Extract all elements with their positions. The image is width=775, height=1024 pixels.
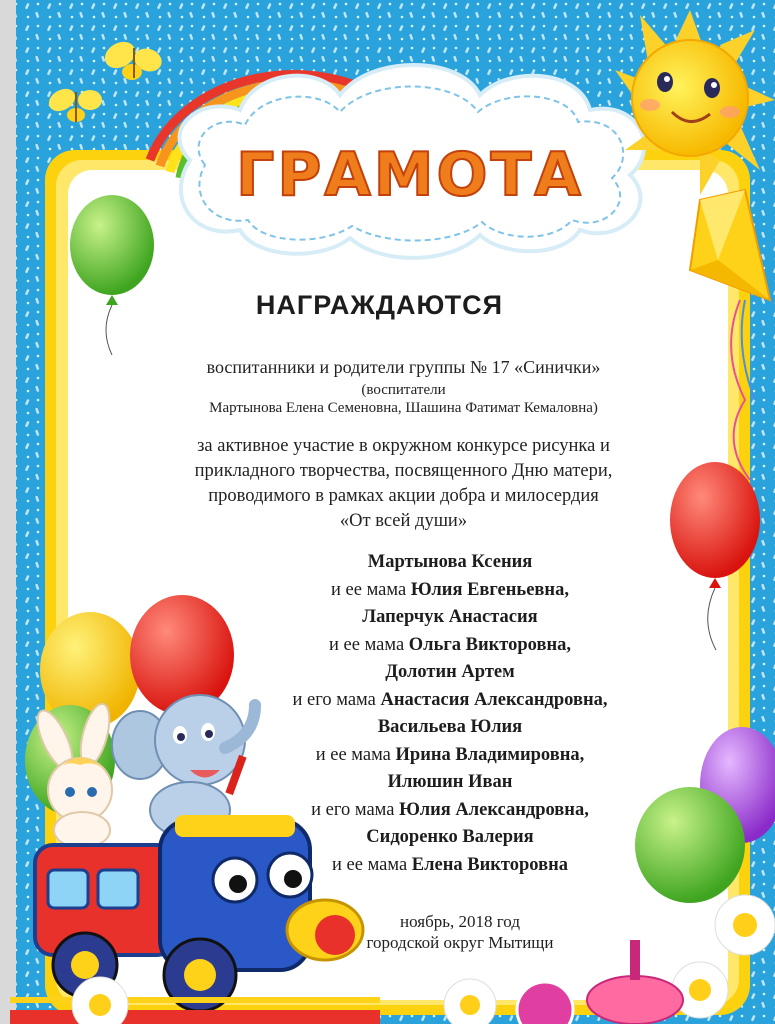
- certificate-place: городской округ Мытищи: [366, 933, 554, 952]
- teachers-label: (воспитатели: [361, 382, 446, 398]
- winner-child: Мартынова Ксения: [367, 552, 533, 572]
- winner-child: Лаперчук Анастасия: [362, 607, 538, 627]
- winner-parent: Анастасия Александровна,: [380, 689, 608, 710]
- winner-parent: Ольга Викторовна,: [408, 634, 571, 655]
- reason-line: проводимого в рамках акции добра и милосердия: [208, 486, 599, 506]
- winner-parent-line: [230, 687, 670, 715]
- reason-line: за активное участие в окружном конкурсе рисунка и: [197, 436, 610, 456]
- winner-relation: и его мама: [311, 799, 395, 820]
- winner-parent-line: [230, 632, 670, 660]
- winner-parent-line: [230, 742, 670, 770]
- certificate-date: ноябрь, 2018 год: [400, 912, 520, 931]
- winner-child: Сидоренко Валерия: [366, 827, 534, 847]
- winner-parent: Юлия Александровна,: [399, 799, 589, 820]
- winner-relation: и его мама: [292, 689, 376, 710]
- awarded-heading: НАГРАЖДАЮТСЯ: [255, 290, 504, 320]
- winner-relation: и ее мама: [331, 579, 407, 600]
- winner-parent-line: [230, 797, 670, 825]
- daisy-bottom: [444, 979, 496, 1024]
- winners-list: [230, 549, 670, 879]
- reason-line: прикладного творчества, посвященного Дню матери,: [194, 461, 613, 481]
- winner-child: Илюшин Иван: [387, 772, 513, 792]
- winner-relation: и ее мама: [315, 744, 391, 765]
- certificate-title: ГРАМОТА: [236, 140, 584, 210]
- group-line: воспитанники и родители группы № 17 «Синички»: [206, 357, 601, 377]
- winner-parent-line: [230, 852, 670, 880]
- winner-relation: и ее мама: [332, 854, 408, 875]
- reason-line: «От всей души»: [339, 511, 468, 531]
- winner-child: Долотин Артем: [385, 662, 515, 682]
- winner-parent: Юлия Евгеньевна,: [410, 579, 569, 600]
- daisy-right-1: [715, 895, 775, 955]
- winner-parent: Елена Викторовна: [411, 854, 568, 875]
- winner-parent: Ирина Владимировна,: [395, 744, 585, 765]
- ball: [517, 982, 573, 1024]
- teachers-names: Мартынова Елена Семеновна, Шашина Фатимат Кемаловна): [209, 400, 598, 416]
- winner-relation: и ее мама: [329, 634, 405, 655]
- winner-child: Васильева Юлия: [377, 717, 523, 737]
- winner-parent-line: [230, 577, 670, 605]
